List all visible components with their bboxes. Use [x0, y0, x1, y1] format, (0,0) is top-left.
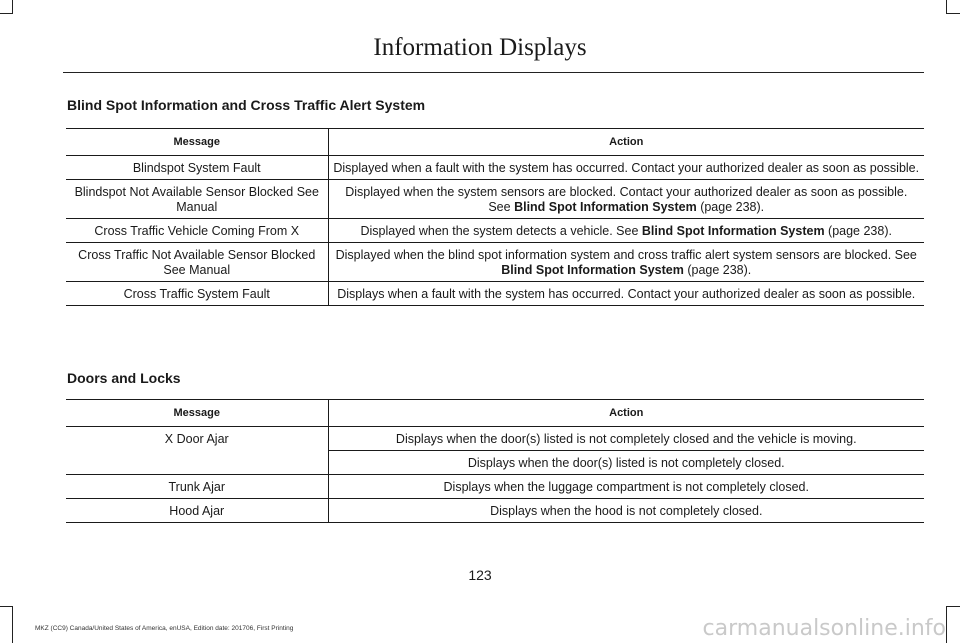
crop-mark: [946, 606, 947, 643]
crop-mark: [12, 606, 13, 643]
message-cell: Cross Traffic Not Available Sensor Blocked See Manual: [66, 243, 328, 282]
column-header-message: Message: [66, 400, 328, 427]
doors-locks-message-table: [66, 399, 924, 523]
message-cell: Cross Traffic Vehicle Coming From X: [66, 219, 328, 243]
message-cell: Hood Ajar: [66, 499, 328, 523]
action-cell: [328, 243, 924, 282]
page-title: Information Displays: [373, 34, 587, 61]
message-cell: Blindspot System Fault: [66, 156, 328, 180]
action-cell: Displays when the door(s) listed is not completely closed and the vehicle is moving.: [328, 427, 924, 451]
page-number: 123: [468, 567, 492, 583]
table-row: [66, 499, 924, 523]
action-text: Displayed when the system sensors are blocked. Contact your authorized dealer as soon as possible. See: [345, 185, 908, 214]
action-cell: [328, 219, 924, 243]
crop-mark: [0, 13, 13, 14]
action-cell: Displays when the luggage compartment is not completely closed.: [328, 475, 924, 499]
table-header-row: [66, 400, 924, 427]
column-header-action: Action: [328, 400, 924, 427]
message-cell: Blindspot Not Available Sensor Blocked See Manual: [66, 180, 328, 219]
column-header-action: Action: [328, 129, 924, 156]
table-row: [66, 219, 924, 243]
table-row: [66, 180, 924, 219]
table-row: [66, 156, 924, 180]
cross-reference-link: Blind Spot Information System: [514, 200, 697, 214]
cross-reference-link: Blind Spot Information System: [641, 224, 825, 238]
section-heading-doors-locks: Doors and Locks: [67, 370, 181, 386]
table-header-row: [66, 129, 924, 156]
column-header-message: Message: [66, 129, 328, 156]
crop-mark: [946, 13, 960, 14]
crop-mark: [12, 0, 13, 14]
page-reference: (page 238).: [683, 263, 752, 277]
action-cell: Displays when the hood is not completely closed.: [328, 499, 924, 523]
table-row: [66, 427, 924, 451]
header-rule: [63, 72, 924, 73]
message-cell: Trunk Ajar: [66, 475, 328, 499]
page-reference: (page 238).: [696, 200, 765, 214]
action-text: Displayed when the system detects a vehicle. See: [360, 224, 642, 238]
action-cell: [328, 180, 924, 219]
table-row: [66, 475, 924, 499]
table-row: [66, 282, 924, 306]
table-row: [66, 243, 924, 282]
action-text: Displayed when the blind spot information system and cross traffic alert system sensors are blocked. See: [335, 248, 917, 262]
blind-spot-message-table: [66, 128, 924, 306]
message-cell: Cross Traffic System Fault: [66, 282, 328, 306]
crop-mark: [946, 606, 960, 607]
page-reference: (page 238).: [824, 224, 892, 238]
action-cell: Displayed when a fault with the system has occurred. Contact your authorized dealer as soon as possible.: [328, 156, 924, 180]
section-heading-blind-spot: Blind Spot Information and Cross Traffic Alert System: [67, 97, 426, 113]
cross-reference-link: Blind Spot Information System: [501, 263, 684, 277]
crop-mark: [946, 0, 947, 14]
footer-edition-info: MKZ (CC9) Canada/United States of America, enUSA, Edition date: 201706, First Printing: [35, 625, 294, 632]
crop-mark: [0, 606, 13, 607]
action-cell: Displays when the door(s) listed is not completely closed.: [328, 451, 924, 475]
action-cell: Displays when a fault with the system has occurred. Contact your authorized dealer as soon as possible.: [328, 282, 924, 306]
message-cell: X Door Ajar: [66, 427, 328, 475]
watermark: carmanualsonline.info: [702, 616, 946, 641]
